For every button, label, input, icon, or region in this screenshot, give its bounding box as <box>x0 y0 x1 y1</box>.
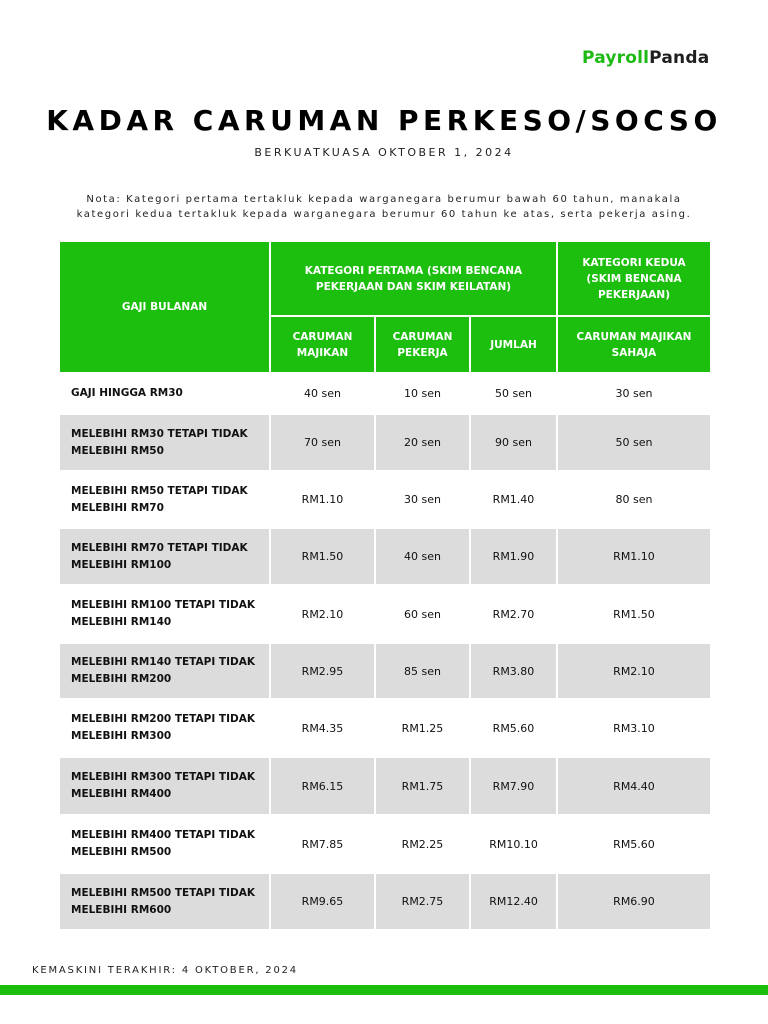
cell-jumlah: RM12.40 <box>471 874 558 931</box>
cell-caruman-majikan-sahaja: 30 sen <box>558 374 710 415</box>
cell-jumlah: RM1.90 <box>471 529 558 586</box>
cell-jumlah: RM2.70 <box>471 586 558 644</box>
footer-bar <box>0 985 768 995</box>
brand-name-part1: Payroll <box>582 48 650 68</box>
cell-gaji-bulanan: MELEBIHI RM70 TETAPI TIDAK MELEBIHI RM100 <box>60 529 271 586</box>
header-jumlah: JUMLAH <box>471 317 558 374</box>
cell-caruman-majikan-sahaja: RM2.10 <box>558 644 710 700</box>
cell-gaji-bulanan: MELEBIHI RM400 TETAPI TIDAK MELEBIHI RM500 <box>60 816 271 874</box>
cell-caruman-majikan-sahaja: RM3.10 <box>558 700 710 758</box>
header-caruman-majikan: CARUMAN MAJIKAN <box>271 317 376 374</box>
table-row <box>60 874 710 931</box>
cell-caruman-pekerja: RM1.25 <box>376 700 471 758</box>
note-line-2: kategori kedua tertakluk kepada warganegara berumur 60 tahun ke atas, serta pekerja asing. <box>76 209 692 220</box>
cell-caruman-pekerja: RM2.75 <box>376 874 471 931</box>
cell-gaji-bulanan: MELEBIHI RM500 TETAPI TIDAK MELEBIHI RM600 <box>60 874 271 931</box>
cell-caruman-majikan: 70 sen <box>271 415 376 472</box>
cell-jumlah: 50 sen <box>471 374 558 415</box>
table-row <box>60 529 710 586</box>
cell-caruman-pekerja: 60 sen <box>376 586 471 644</box>
table-row <box>60 700 710 758</box>
header-caruman-pekerja: CARUMAN PEKERJA <box>376 317 471 374</box>
cell-caruman-majikan: RM2.10 <box>271 586 376 644</box>
cell-caruman-majikan: RM6.15 <box>271 758 376 816</box>
cell-caruman-majikan-sahaja: RM1.50 <box>558 586 710 644</box>
table-row <box>60 415 710 472</box>
cell-caruman-majikan-sahaja: 80 sen <box>558 472 710 529</box>
page-title: KADAR CARUMAN PERKESO/SOCSO <box>46 104 722 137</box>
cell-caruman-majikan: RM2.95 <box>271 644 376 700</box>
cell-caruman-majikan: RM1.10 <box>271 472 376 529</box>
header-kategori-pertama: KATEGORI PERTAMA (SKIM BENCANA PEKERJAAN DAN SKIM KEILATAN) <box>271 242 558 317</box>
contribution-rate-table <box>60 242 710 931</box>
table-row <box>60 374 710 415</box>
cell-caruman-majikan-sahaja: RM5.60 <box>558 816 710 874</box>
brand-logo <box>582 48 709 68</box>
cell-gaji-bulanan: MELEBIHI RM140 TETAPI TIDAK MELEBIHI RM200 <box>60 644 271 700</box>
cell-caruman-majikan-sahaja: RM6.90 <box>558 874 710 931</box>
cell-jumlah: 90 sen <box>471 415 558 472</box>
cell-caruman-majikan-sahaja: RM4.40 <box>558 758 710 816</box>
cell-caruman-pekerja: 10 sen <box>376 374 471 415</box>
last-updated-text: KEMASKINI TERAKHIR: 4 OKTOBER, 2024 <box>32 965 298 976</box>
cell-jumlah: RM10.10 <box>471 816 558 874</box>
cell-caruman-majikan: RM7.85 <box>271 816 376 874</box>
cell-caruman-pekerja: 30 sen <box>376 472 471 529</box>
cell-gaji-bulanan: GAJI HINGGA RM30 <box>60 374 271 415</box>
cell-jumlah: RM1.40 <box>471 472 558 529</box>
cell-caruman-majikan: RM1.50 <box>271 529 376 586</box>
note-text <box>40 192 728 222</box>
note-line-1: Nota: Kategori pertama tertakluk kepada warganegara berumur bawah 60 tahun, manakala <box>86 194 682 205</box>
cell-caruman-pekerja: 40 sen <box>376 529 471 586</box>
brand-name-part2: Panda <box>649 48 710 68</box>
cell-jumlah: RM3.80 <box>471 644 558 700</box>
cell-gaji-bulanan: MELEBIHI RM100 TETAPI TIDAK MELEBIHI RM140 <box>60 586 271 644</box>
table-row <box>60 816 710 874</box>
cell-caruman-majikan: RM9.65 <box>271 874 376 931</box>
cell-gaji-bulanan: MELEBIHI RM300 TETAPI TIDAK MELEBIHI RM400 <box>60 758 271 816</box>
table-row <box>60 644 710 700</box>
cell-caruman-majikan-sahaja: 50 sen <box>558 415 710 472</box>
cell-caruman-majikan-sahaja: RM1.10 <box>558 529 710 586</box>
cell-jumlah: RM7.90 <box>471 758 558 816</box>
header-caruman-majikan-sahaja: CARUMAN MAJIKAN SAHAJA <box>558 317 710 374</box>
header-kategori-kedua: KATEGORI KEDUA (SKIM BENCANA PEKERJAAN) <box>558 242 710 317</box>
header-gaji-bulanan: GAJI BULANAN <box>60 242 271 374</box>
cell-caruman-majikan: 40 sen <box>271 374 376 415</box>
table-row <box>60 758 710 816</box>
cell-gaji-bulanan: MELEBIHI RM50 TETAPI TIDAK MELEBIHI RM70 <box>60 472 271 529</box>
cell-caruman-majikan: RM4.35 <box>271 700 376 758</box>
cell-caruman-pekerja: RM2.25 <box>376 816 471 874</box>
cell-caruman-pekerja: RM1.75 <box>376 758 471 816</box>
table-row <box>60 586 710 644</box>
page-subtitle: BERKUATKUASA OKTOBER 1, 2024 <box>254 146 514 159</box>
table-row <box>60 472 710 529</box>
cell-gaji-bulanan: MELEBIHI RM30 TETAPI TIDAK MELEBIHI RM50 <box>60 415 271 472</box>
cell-gaji-bulanan: MELEBIHI RM200 TETAPI TIDAK MELEBIHI RM300 <box>60 700 271 758</box>
cell-caruman-pekerja: 85 sen <box>376 644 471 700</box>
cell-caruman-pekerja: 20 sen <box>376 415 471 472</box>
cell-jumlah: RM5.60 <box>471 700 558 758</box>
